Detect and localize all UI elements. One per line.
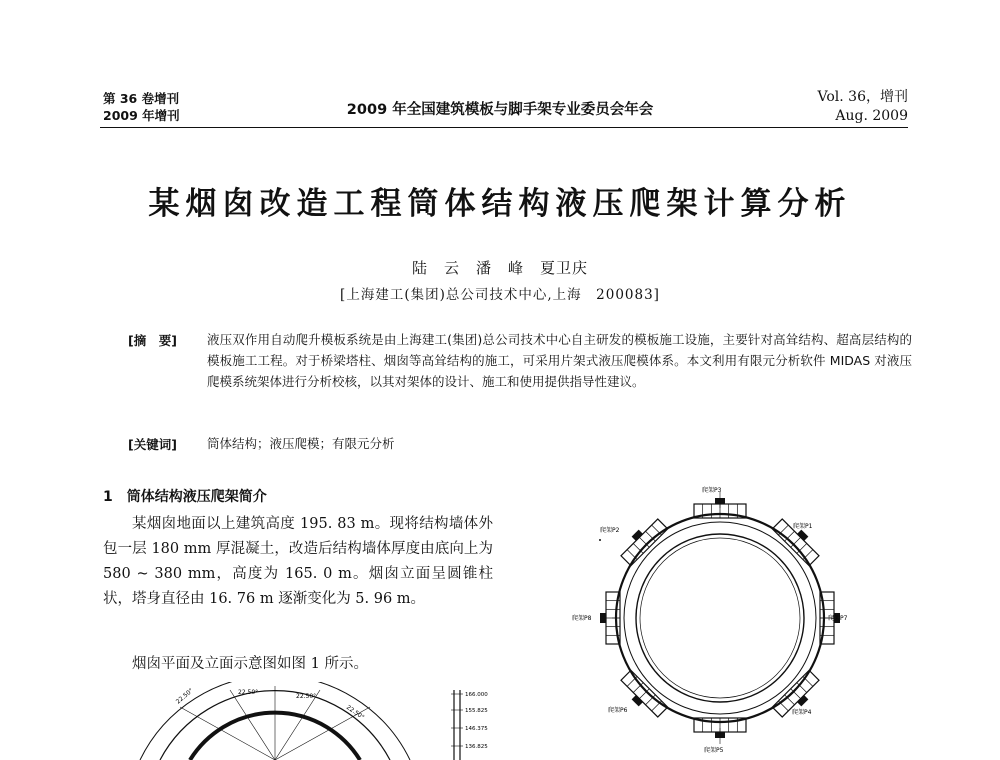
frame-label-p2: 爬架P2: [600, 527, 620, 534]
section-paragraph-1: 某烟囱地面以上建筑高度 195. 83 m。现将结构墙体外包一层 180 mm 厚混凝土，改造后结构墙体厚度由底向上为 580 ~ 380 mm，高度为 165. 0 m。烟囱立面呈圆锥柱状，塔身直径由 16. 76 m 逐渐变化为 5. 96 m。: [103, 516, 493, 607]
keywords-label: [关键词]: [128, 437, 177, 452]
frame-label-p6: 爬架P6: [608, 707, 628, 714]
figure-climbing-frame-plan: [560, 478, 910, 760]
header-divider: [100, 127, 908, 128]
elevation-label-4: 136.825: [465, 744, 488, 750]
frame-label-p8: 爬架P8: [572, 615, 592, 622]
header-conference: 2009 年全国建筑模板与脚手架专业委员会年会: [346, 102, 654, 118]
header-date-en: Aug. 2009: [835, 108, 908, 124]
section-paragraph-2: 烟囱平面及立面示意图如图 1 所示。: [132, 656, 368, 672]
header-vol-en: Vol. 36，增刊: [817, 89, 908, 105]
keywords-text: 筒体结构；液压爬模；有限元分析: [207, 436, 395, 451]
header-volume-en: [818, 88, 908, 126]
angle-label-4: 22.50°: [344, 703, 366, 722]
paper-title: 某烟囱改造工程筒体结构液压爬架计算分析: [148, 186, 852, 222]
frame-label-p3: 爬架P3: [702, 487, 722, 494]
elevation-label-1: 166.000: [465, 692, 488, 698]
abstract-text: 液压双作用自动爬升模板系统是由上海建工(集团)总公司技术中心自主研发的模板施工设施，主要针对高耸结构、超高层结构的模板施工工程。对于桥梁塔柱、烟囱等高耸结构的施工，可采用片架式液压爬模体系。本文利用有限元分析软件 MIDAS 对液压爬模系统架体进行分析校核，以其对架体的设计、施工和使用提供指导性建议。: [207, 332, 912, 389]
paper-authors: 陆 云 潘 峰 夏卫庆: [411, 259, 588, 277]
figure-chimney-plan-elevation: [120, 682, 500, 760]
plan-angle-labels: [175, 687, 366, 721]
section-heading: 1 筒体结构液压爬架简介: [103, 489, 267, 505]
elevation-label-2: 155.825: [465, 708, 488, 714]
angle-label-1: 22.50°: [174, 687, 195, 706]
elevation-label-3: 146.375: [465, 726, 488, 732]
angle-label-3: 22.50°: [296, 693, 317, 700]
frame-label-p4: 爬架P4: [792, 709, 812, 716]
angle-label-2: 22.50°: [238, 689, 259, 696]
frame-label-p1: 爬架P1: [793, 523, 813, 530]
abstract-label: [摘 要]: [128, 333, 177, 348]
elevation-view: [451, 690, 488, 760]
header-volume: 第 36 卷增刊: [103, 91, 180, 106]
frame-label-p7: 爬架P7: [828, 615, 848, 622]
header-year: 2009 年增刊: [103, 108, 180, 123]
frame-unit: [617, 515, 668, 566]
plan-view-arcs: [140, 682, 410, 760]
frame-label-p5: 爬架P5: [704, 747, 724, 754]
paper-affiliation: [上海建工(集团)总公司技术中心,上海 200083]: [340, 287, 660, 303]
